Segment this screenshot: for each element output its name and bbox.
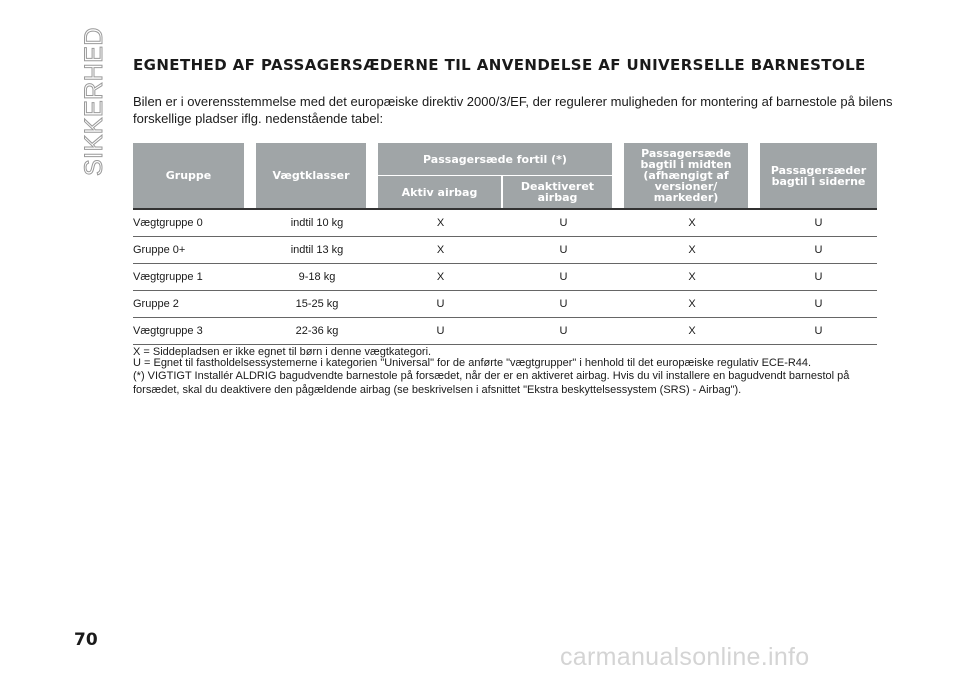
table-row (133, 318, 877, 345)
cell-active: X (378, 208, 503, 237)
page-number: 70 (74, 630, 98, 650)
section-tab (80, 27, 108, 178)
header-active-airbag: Aktiv airbag (378, 175, 503, 208)
cell-deactivated: U (503, 264, 624, 291)
cell-deactivated: U (503, 318, 624, 345)
cell-weight: indtil 10 kg (256, 208, 378, 237)
cell-sides: U (760, 208, 877, 237)
cell-group: Vægtgruppe 0 (133, 208, 256, 237)
cell-weight: indtil 13 kg (256, 237, 378, 264)
cell-group: Gruppe 0+ (133, 237, 256, 264)
cell-group: Gruppe 2 (133, 291, 256, 318)
cell-group: Vægtgruppe 3 (133, 318, 256, 345)
header-deactivated-airbag: Deaktiveret airbag (503, 175, 624, 208)
section-title: EGNETHED AF PASSAGERSÆDERNE TIL ANVENDELSE AF UNIVERSELLE BARNESTOLE (133, 56, 866, 74)
cell-sides: U (760, 318, 877, 345)
cell-weight: 15-25 kg (256, 291, 378, 318)
note-warning: (*) VIGTIGT Installér ALDRIG bagudvendte barnestole på forsædet, når der er en aktiveret airbag. Hvis du vil installere en bagudvendt barnestol på forsædet, skal du deaktivere den pågældende airbag (se beskrivelsen i afsnittet "Ekstra beskyttelsessystem (SRS) - Airbag"). (133, 370, 850, 396)
note-x-legend: X = Siddepladsen er ikke egnet til børn i denne vægtkategori. (133, 346, 432, 358)
header-front-seat: Passagersæde fortil (*) (378, 143, 624, 175)
cell-group: Vægtgruppe 1 (133, 264, 256, 291)
header-weight: Vægtklasser (256, 143, 378, 208)
cell-middle: X (624, 291, 760, 318)
note-u-legend: U = Egnet til fastholdelsessystemerne i kategorien "Universal" for de anførte "vægtgrupper" i henhold til det europæiske regulativ ECE-R44. (133, 357, 812, 369)
cell-middle: X (624, 318, 760, 345)
table-notes (133, 347, 881, 397)
cell-weight: 22-36 kg (256, 318, 378, 345)
cell-active: U (378, 291, 503, 318)
watermark: carmanualsonline.info (560, 643, 810, 671)
table-row (133, 208, 877, 237)
cell-sides: U (760, 264, 877, 291)
cell-middle: X (624, 264, 760, 291)
cell-middle: X (624, 208, 760, 237)
cell-middle: X (624, 237, 760, 264)
intro-paragraph: Bilen er i overensstemmelse med det europæiske direktiv 2000/3/EF, der regulerer muligheden for montering af barnestole på bilens forskellige pladser iflg. nedenstående tabel: (133, 94, 893, 126)
header-rear-middle: Passagersæde bagtil i midten (afhængigt af versioner/ markeder) (624, 143, 760, 208)
table-row (133, 237, 877, 264)
table-row (133, 291, 877, 318)
table-row (133, 264, 877, 291)
cell-sides: U (760, 291, 877, 318)
header-group: Gruppe (133, 143, 256, 208)
cell-deactivated: U (503, 237, 624, 264)
cell-active: X (378, 237, 503, 264)
child-seat-table (133, 143, 877, 345)
header-rear-sides: Passagersæder bagtil i siderne (760, 143, 877, 208)
cell-deactivated: U (503, 291, 624, 318)
cell-active: X (378, 264, 503, 291)
cell-sides: U (760, 237, 877, 264)
cell-weight: 9-18 kg (256, 264, 378, 291)
cell-active: U (378, 318, 503, 345)
cell-deactivated: U (503, 208, 624, 237)
section-tab-label: SIKKERHED (80, 27, 108, 176)
